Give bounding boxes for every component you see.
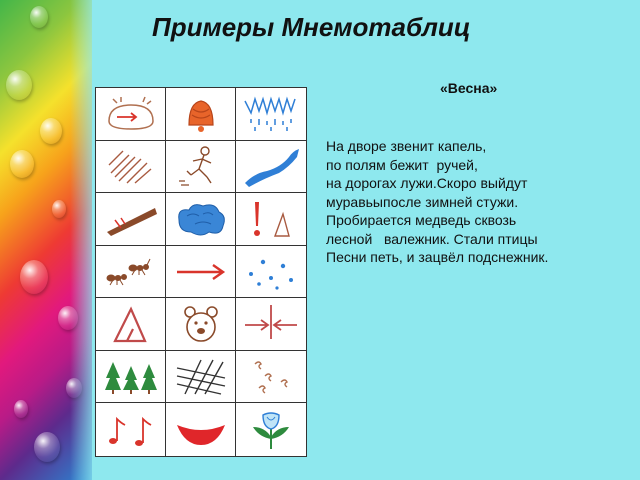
- mnemo-cell: [166, 246, 236, 299]
- mnemo-cell: [166, 193, 236, 246]
- blue-puddle-icon: [171, 196, 231, 242]
- mnemo-cell: [96, 351, 166, 404]
- mnemo-cell: [166, 351, 236, 404]
- water-drop: [6, 70, 32, 100]
- red-smile-icon: [171, 407, 231, 453]
- water-drop: [30, 6, 48, 28]
- poem-line: муравьыпосле зимней стужи.: [326, 193, 519, 210]
- red-arrow-icon: [171, 248, 231, 294]
- water-drop: [20, 260, 48, 294]
- crossed-sticks-icon: [171, 354, 231, 400]
- poem-line: на дорогах лужи.Скоро выйдут: [326, 175, 528, 191]
- water-drop: [40, 118, 62, 144]
- mnemo-cell: [236, 88, 306, 141]
- mnemo-cell: [166, 403, 236, 456]
- page-title: Примеры Мнемотаблиц: [152, 12, 471, 42]
- poem-title: «Весна»: [440, 80, 498, 96]
- water-drop: [34, 432, 60, 462]
- poem-line: Песни петь, и зацвёл подснежник.: [326, 249, 549, 265]
- converging-arrows-icon: [241, 301, 301, 347]
- music-notes-icon: [101, 407, 161, 453]
- mnemo-cell: [236, 246, 306, 299]
- mnemo-cell: [236, 351, 306, 404]
- mnemo-cell: [236, 193, 306, 246]
- birds-icon: [241, 354, 301, 400]
- bear-face-icon: [171, 301, 231, 347]
- water-drop: [10, 150, 34, 178]
- mnemo-cell: [236, 141, 306, 194]
- snowflakes-icon: [241, 248, 301, 294]
- road-icon: [101, 196, 161, 242]
- mnemo-cell: [96, 403, 166, 456]
- poem-text: [326, 137, 626, 267]
- mnemo-cell: [166, 298, 236, 351]
- running-man-icon: [171, 143, 231, 189]
- water-drop: [14, 400, 28, 418]
- mnemo-cell: [96, 141, 166, 194]
- poem-line: Пробирается медведь сквозь: [326, 212, 517, 228]
- mnemotable: [95, 87, 307, 457]
- bell-icon: [171, 91, 231, 137]
- red-triangle-icon: [101, 301, 161, 347]
- fir-trees-icon: [101, 354, 161, 400]
- poem-line: по полям бежит ручей,: [326, 156, 478, 173]
- exclamation-anthill-icon: [241, 196, 301, 242]
- field-strokes-icon: [101, 143, 161, 189]
- blue-stream-icon: [241, 143, 301, 189]
- mnemo-cell: [96, 246, 166, 299]
- poem-line: лесной валежник. Стали птицы: [326, 230, 538, 247]
- snowdrop-flower-icon: [241, 407, 301, 453]
- mnemo-cell: [236, 403, 306, 456]
- mnemo-cell: [96, 193, 166, 246]
- mnemo-cell: [96, 298, 166, 351]
- water-drop: [52, 200, 66, 218]
- mnemo-cell: [166, 141, 236, 194]
- mnemo-cell: [236, 298, 306, 351]
- snowdrift-sun-icon: [101, 91, 161, 137]
- icicles-drops-icon: [241, 91, 301, 137]
- mnemo-cell: [96, 88, 166, 141]
- mnemo-cell: [166, 88, 236, 141]
- ants-icon: [101, 248, 161, 294]
- poem-line: На дворе звенит капель,: [326, 138, 487, 154]
